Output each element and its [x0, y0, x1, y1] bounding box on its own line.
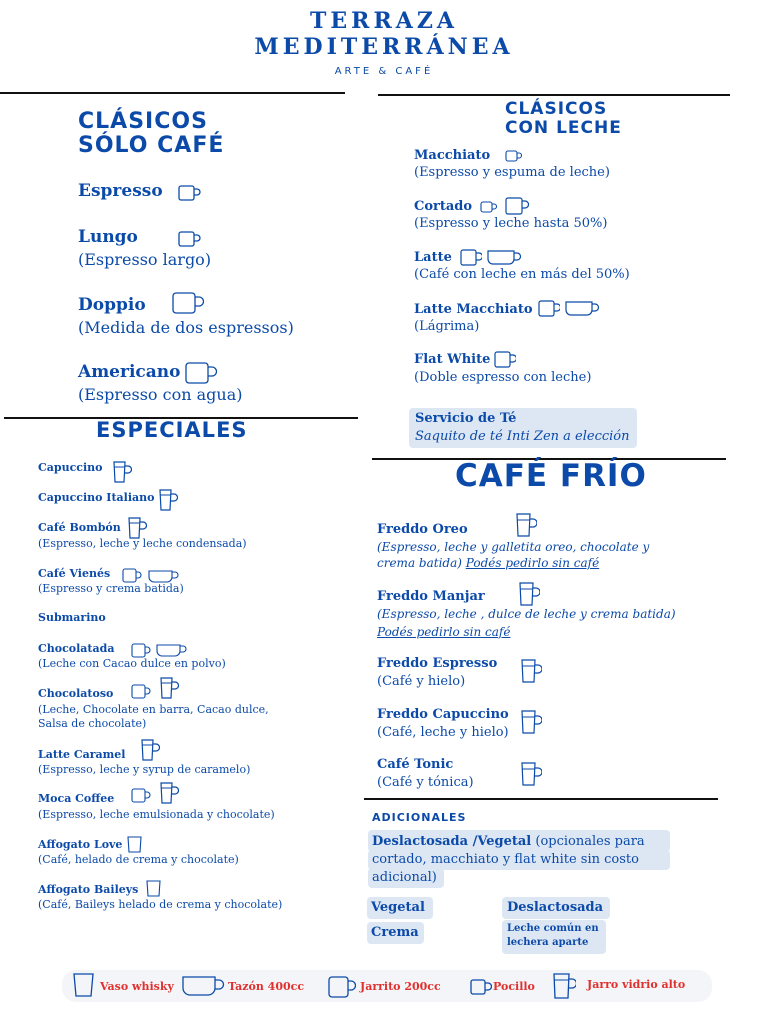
menu-item-desc: (Café, helado de crema y chocolate) — [38, 853, 239, 866]
menu-item-name: Capuccino Italiano — [38, 491, 155, 504]
legend-label: Jarrito 200cc — [360, 980, 441, 993]
section-title-line: CLÁSICOS — [78, 109, 208, 134]
menu-item-desc: (Café y tónica) — [377, 775, 474, 790]
menu-item-desc: (Espresso largo) — [78, 250, 212, 269]
jug-icon — [328, 976, 356, 998]
vegetal-label: Vegetal — [371, 900, 425, 915]
jug-icon — [122, 568, 142, 583]
menu-item-desc: (Espresso y leche hasta 50%) — [414, 216, 608, 231]
menu-item-desc: (Espresso, leche y galletita oreo, chocolate y — [377, 540, 650, 554]
menu-item-name: Doppio — [78, 295, 146, 315]
menu-item-name: Freddo Oreo — [377, 522, 468, 537]
jug-icon — [494, 351, 516, 368]
divider — [364, 798, 718, 800]
menu-item-desc: (Espresso, leche emulsionada y chocolate) — [38, 808, 275, 821]
leche-label-line: lechera aparte — [507, 937, 589, 948]
menu-item-name: Flat White — [414, 352, 491, 367]
large-mug-icon — [156, 643, 188, 657]
menu-item-name: Capuccino — [38, 461, 103, 474]
section-title-cafe-frio: CAFÉ FRÍO — [455, 458, 647, 494]
cup-icon — [505, 149, 523, 163]
deslactosada-label: Deslactosada — [507, 900, 604, 915]
menu-item-desc: (Espresso con agua) — [78, 385, 243, 404]
cup-icon — [470, 978, 492, 996]
jug-icon — [172, 292, 204, 314]
menu-item-name: Latte Caramel — [38, 748, 126, 761]
whisky-glass-icon — [146, 880, 162, 897]
menu-item-name: Espresso — [78, 181, 163, 201]
jug-icon — [538, 300, 560, 317]
cup-icon — [178, 230, 202, 248]
tall-glass-icon — [518, 581, 540, 607]
menu-item-name: Freddo Capuccino — [377, 707, 509, 722]
menu-item-name: Café Bombón — [38, 521, 121, 534]
menu-item-name: Lungo — [78, 227, 138, 247]
brand-line2: MEDITERRÁNEA — [254, 34, 514, 60]
menu-item-name: Macchiato — [414, 148, 491, 163]
tall-glass-icon — [520, 658, 542, 684]
leche-label — [507, 922, 599, 950]
tall-glass-icon — [140, 738, 160, 762]
menu-item-name: Cortado — [414, 199, 473, 214]
menu-item-desc: (Café, Baileys helado de crema y chocolate) — [38, 898, 283, 911]
jug-icon — [131, 684, 151, 699]
menu-item-name: Café Tonic — [377, 757, 454, 772]
menu-item-desc: (Espresso, leche y leche condensada) — [38, 537, 247, 550]
section-title-line: CON LECHE — [505, 118, 622, 138]
opcionales-desc: adicional) — [372, 870, 437, 885]
tall-glass-icon — [159, 781, 179, 805]
section-title-adicionales: ADICIONALES — [372, 811, 467, 824]
menu-item-desc: (Espresso, leche , dulce de leche y crema batida) — [377, 607, 676, 621]
tall-glass-icon — [520, 709, 542, 735]
menu-item-desc: Salsa de chocolate) — [38, 717, 147, 730]
legend-label: Jarro vidrio alto — [587, 978, 686, 991]
menu-item-name: Latte Macchiato — [414, 302, 533, 317]
menu-item-desc — [377, 556, 599, 570]
legend-label: Tazón 400cc — [228, 980, 305, 993]
tea-service-name: Servicio de Té — [415, 411, 517, 426]
menu-item-name: Café Vienés — [38, 567, 111, 580]
section-title-clasicos-solo — [78, 110, 224, 158]
whisky-glass-icon — [127, 836, 143, 853]
menu-item-name: Latte — [414, 250, 452, 265]
section-title-clasicos-leche — [505, 100, 622, 138]
menu-item-desc: (Espresso y espuma de leche) — [414, 165, 610, 180]
whisky-glass-icon — [72, 972, 96, 998]
tall-glass-icon — [158, 488, 178, 512]
menu-item-name: Affogato Love — [38, 838, 123, 851]
menu-item-desc: (Leche con Cacao dulce en polvo) — [38, 657, 226, 670]
menu-item-name: Freddo Espresso — [377, 656, 498, 671]
menu-item-desc: (Café con leche en más del 50%) — [414, 267, 630, 282]
jug-icon — [131, 788, 151, 803]
menu-item-name: Chocolatada — [38, 642, 115, 655]
section-title-especiales: ESPECIALES — [96, 418, 248, 442]
jug-icon — [131, 643, 151, 658]
menu-item-name: Affogato Baileys — [38, 883, 139, 896]
opcionales-text — [372, 833, 672, 887]
opcionales-bold: Deslactosada /Vegetal — [372, 834, 532, 849]
section-title-line: SÓLO CAFÉ — [78, 133, 225, 158]
tall-glass-icon — [520, 761, 542, 787]
tall-glass-icon — [552, 972, 576, 1000]
menu-item-desc: (Espresso y crema batida) — [38, 582, 184, 595]
brand-tagline: ARTE & CAFÉ — [334, 66, 434, 77]
tall-glass-icon — [515, 512, 537, 538]
menu-item-desc: (Café y hielo) — [377, 674, 466, 689]
opcionales-desc: cortado, macchiato y flat white sin costo — [372, 852, 639, 867]
cup-icon — [480, 200, 498, 214]
sin-cafe-note: Podés pedirlo sin café — [377, 625, 511, 639]
large-mug-icon — [148, 569, 180, 583]
menu-item-name: Americano — [78, 362, 181, 382]
menu-item-desc: (Espresso, leche y syrup de caramelo) — [38, 763, 251, 776]
large-mug-icon — [182, 975, 226, 997]
jug-icon — [185, 362, 217, 384]
menu-item-desc: (Leche, Chocolate en barra, Cacao dulce, — [38, 703, 269, 716]
tall-glass-icon — [112, 460, 132, 484]
menu-item-desc: (Medida de dos espressos) — [78, 318, 294, 337]
opcionales-desc: (opcionales para — [531, 834, 645, 849]
sin-cafe-note: Podés pedirlo sin café — [465, 556, 600, 570]
tea-service-desc: Saquito de té Inti Zen a elección — [415, 429, 630, 444]
menu-item-desc: (Lágrima) — [414, 319, 480, 334]
menu-item-name: Chocolatoso — [38, 687, 114, 700]
tall-glass-icon — [127, 516, 147, 540]
menu-item-name: Freddo Manjar — [377, 589, 485, 604]
menu-item-name: Moca Coffee — [38, 792, 115, 805]
legend-label: Vaso whisky — [100, 980, 174, 993]
legend-label: Pocillo — [493, 980, 535, 993]
divider — [0, 92, 345, 94]
large-mug-icon — [487, 249, 523, 265]
large-mug-icon — [565, 300, 601, 316]
jug-icon — [460, 249, 482, 266]
crema-label: Crema — [371, 925, 419, 940]
menu-item-desc: (Doble espresso con leche) — [414, 370, 592, 385]
menu-item-desc: (Café, leche y hielo) — [377, 725, 509, 740]
cup-icon — [178, 184, 202, 202]
tall-glass-icon — [159, 676, 179, 700]
section-title-line: CLÁSICOS — [505, 99, 608, 119]
jug-icon — [505, 197, 529, 215]
leche-label-line: Leche común en — [507, 923, 599, 934]
menu-item-name: Submarino — [38, 611, 106, 624]
divider — [378, 94, 730, 96]
menu-item-desc-part: crema batida) — [377, 556, 462, 570]
brand-line1: TERRAZA — [310, 8, 458, 34]
